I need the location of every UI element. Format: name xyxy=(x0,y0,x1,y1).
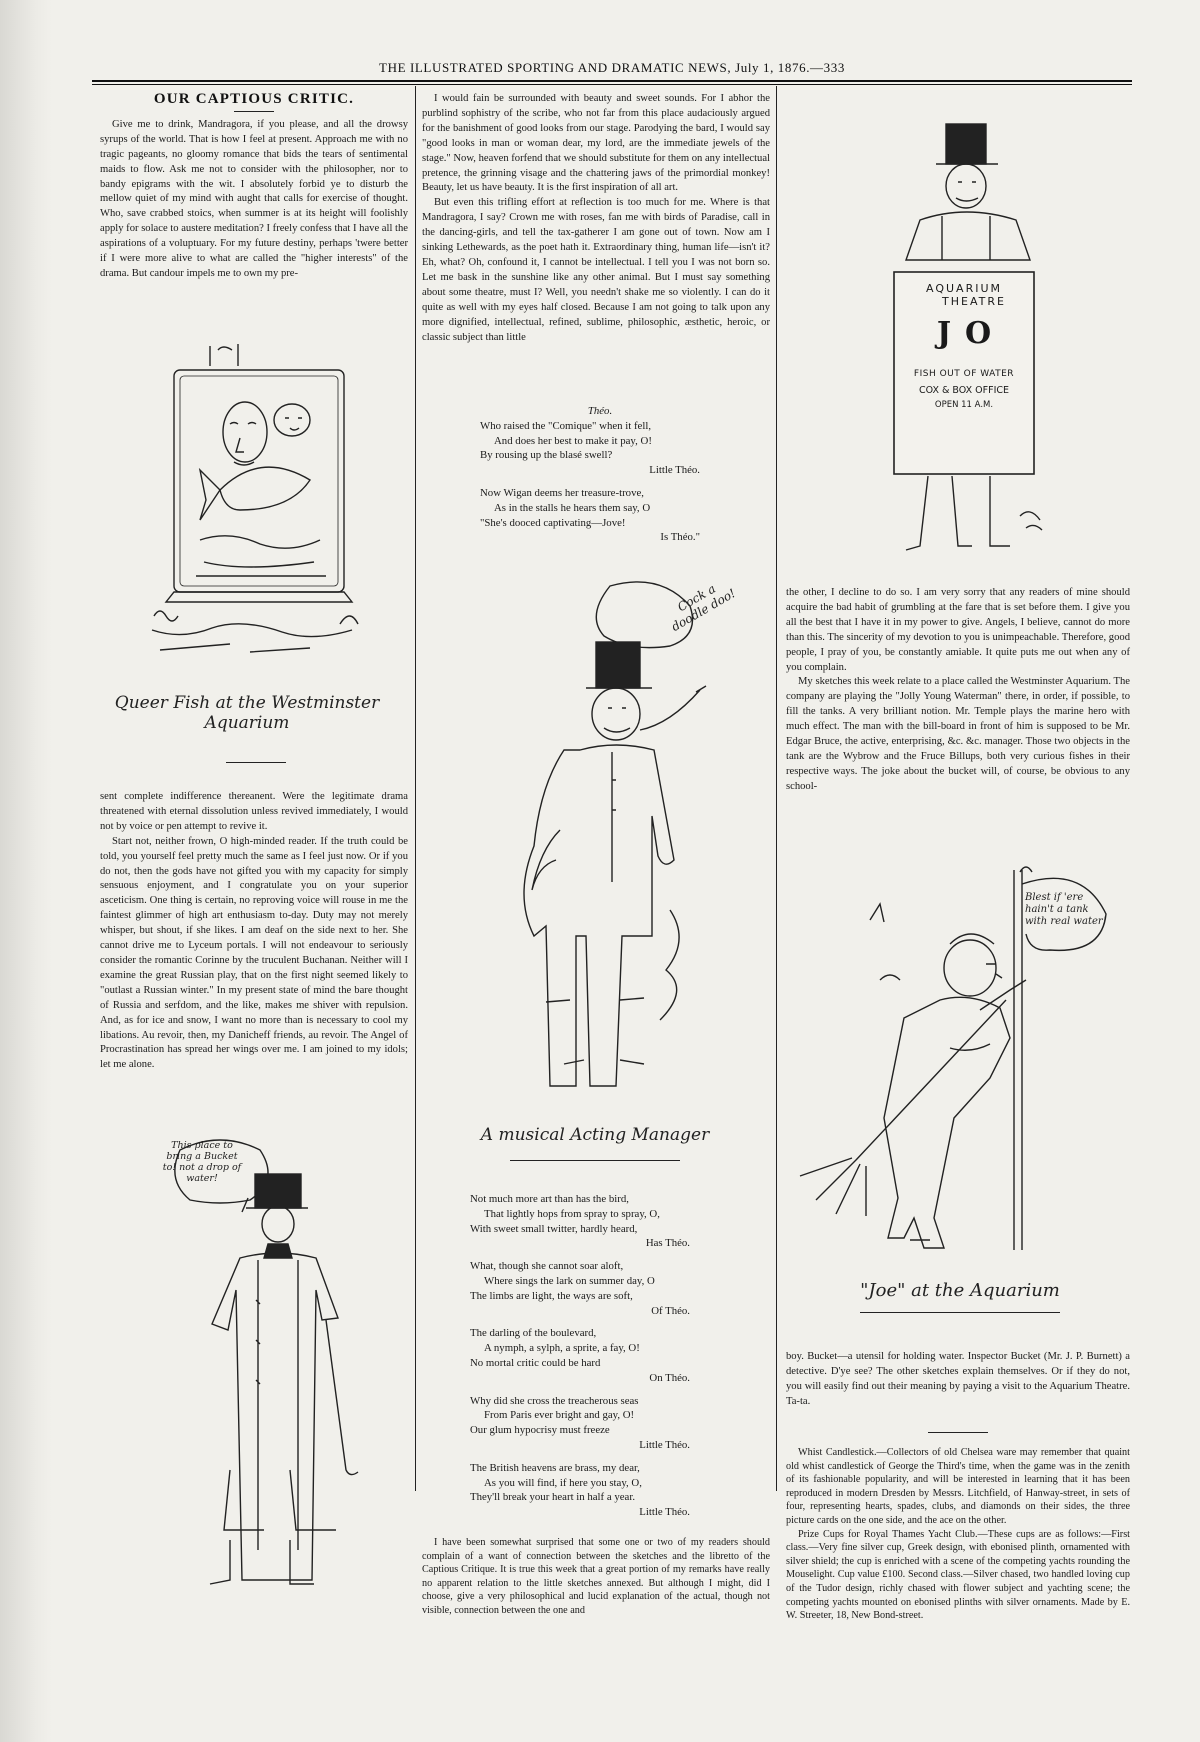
paragraph: Give me to drink, Mandragora, if you please, and all the drowsy syrups of the world. That is how I feel at present. Approach me with no tragic pageants, no gloomy romance that bids the tears of sentimental maids to flow. Ask me not to consider with the philosopher, nor to bandy epigrams with the wit. I absolutely forbid ye to disturb the mellow quiet of my mind with aught that calls for exercise of thought. Who, save crabbed stoics, when summer is at its height will foolishly apply for solace to austere meditation? I freely confess that I have all the aspirations of a voluptuary. For my future destiny, perhaps 'twere better if I were more alive to what are called the "higher interests" of the drama. But candour impels me to own my pre- xyxy=(100,118,408,279)
poem-line: No mortal critic could be hard xyxy=(470,1356,601,1369)
gentleman-bucket-illustration xyxy=(160,1140,400,1620)
poem-line: Not much more art than has the bird, xyxy=(470,1193,629,1205)
illustration-caption: "Joe" at the Aquarium xyxy=(860,1280,1060,1301)
poem-line: The limbs are light, the ways are soft, xyxy=(470,1289,633,1302)
poem-refrain: Little Théo. xyxy=(649,464,700,477)
article-title: OUR CAPTIOUS CRITIC. xyxy=(153,91,355,107)
paragraph: sent complete indifference thereanent. Were the legitimate drama threatened with eternal dissolution unless revived immediately, I would not by voice or pen attempt to revive it. xyxy=(100,791,408,832)
billboard-line: THEATRE xyxy=(942,295,1006,308)
poem-line: "She's dooced captivating—Jove! xyxy=(480,516,626,529)
column-2-bottom xyxy=(422,1536,770,1618)
poem-refrain: Is Théo." xyxy=(660,531,700,544)
speech-bubble-text: Cock a doodle doo! xyxy=(669,581,738,635)
poem-line: As you will find, if here you stay, O, xyxy=(484,1476,642,1489)
header-rule-thin xyxy=(92,84,1132,85)
paragraph: My sketches this week relate to a place called the Westminster Aquarium. The company are playing the "Jolly Young Waterman" there, in order, if possible, to fill the tanks. A very brilliant notion. Mr. Temple plays the marine hero with much effect. The man with the bill-board in front of him is supposed to be Mr. Edgar Bruce, the active, enterprising, &c. &c. manager. Those two objects in the tank are the Wybrow and the Fruce Billups, both very curious fishes in their respective ways. The joke about the bucket will, of course, be obvious to any school- xyxy=(786,676,1130,792)
illustration-caption: Queer Fish at the Westminster Aquarium xyxy=(114,693,380,733)
poem-refrain: On Théo. xyxy=(649,1371,690,1384)
billboard-text xyxy=(894,282,1034,410)
billboard-line: OPEN 11 A.M. xyxy=(934,400,994,410)
poem-refrain: Of Théo. xyxy=(651,1304,690,1317)
poem-line: Who raised the "Comique" when it fell, xyxy=(480,419,652,432)
poem-line: The darling of the boulevard, xyxy=(470,1327,597,1340)
billboard-line: FISH OUT OF WATER xyxy=(913,369,1015,379)
notice-prize-cups: Prize Cups for Royal Thames Yacht Club.—These cups are as follows:—First class.—Very fine silver cup, Greek design, with ebonised plinth, ornamented with silver shield; the cup is enriched with a scene of the competing yachts rounding the Mouselight. Cup value £100. Second class.—Silver chased, two handled loving cup of the Tudor design, richly chased with flower subject and yachting scene; the competing yachts mounted on ebonised plinths with silver ornaments. Made by E. W. Streeter, 18, New Bond-street. xyxy=(786,1528,1130,1622)
paragraph: Start not, neither frown, O high-minded reader. If the truth could be told, you yourself feel pretty much the same as I feel just now. Or if you do not, then the gods have not gifted you with my capacity for simply sensuous enjoyment, and I congratulate you on your superior asceticism. One thing is certain, no reproving voice will rouse in me the faintest glimmer of high art enthusiasm to-day. Duty may not merely whisper, but shout, if she likes. I am deaf on the side next to her. She cannot drive me to Lyceum portals. I will not endeavour to seriously consider the romantic Corinne by the truculent Buchanan. Neither will I examine the great Russian play, that on the first night seemed likely to "outlast a Russian winter." In my present state of mind the bare thought of Russia and serfdom, and the like, makes me shiver with repulsion. And, as for ice and snow, I want no more than is necessary to cool my libations. Au revoir, then, my Danicheff friends, au revoir. The Angel of Procrastination has spread her wings over me. I am joined to my idols; let me alone. xyxy=(100,835,408,1071)
poem-line: As in the stalls he hears them say, O xyxy=(494,501,651,514)
billboard-line: JO xyxy=(936,316,1006,351)
column-3-top xyxy=(786,586,1130,795)
fish-tank-illustration xyxy=(140,340,380,670)
poem-refrain: Has Théo. xyxy=(645,1237,690,1250)
poem-line: And does her best to make it pay, O! xyxy=(494,434,652,447)
poem-title: Théo. xyxy=(587,405,613,417)
poem-line: A nymph, a sylph, a sprite, a fay, O! xyxy=(484,1342,640,1355)
page-header: THE ILLUSTRATED SPORTING AND DRAMATIC NEWS, July 1, 1876.—333 xyxy=(379,60,845,75)
column-divider-right xyxy=(776,86,777,1491)
poem-line: Our glum hypocrisy must freeze xyxy=(470,1424,610,1437)
illustration-caption: A musical Acting Manager xyxy=(480,1125,710,1145)
paragraph: But even this trifling effort at reflection is too much for me. Where is that Mandragora, I say? Crown me with roses, fan me with birds of Paradise, call in the dancing-girls, and tell the tax-gatherer I am gone out of town. Now am I sinking Lethewards, as the poet hath it. Extraordinary thing, human life—isn't it? Eh, what? Oh, confound it, I cannot be intellectual. I tell you I was not born so. Let me bask in the sunshine like any other animal. But I must say something about some theatre, must I? Well, you needn't shake me so violently. I can do it quite as well with my eyes half closed. Because I am not going to talk upon any more dignified, intellectual, refined, sublime, philosophic, æsthetic, heroic, or classic subject than little xyxy=(422,197,770,343)
column-1-top xyxy=(100,92,408,282)
speech-bubble-text: This place to bring a Bucket to! not a drop of water! xyxy=(162,1140,242,1184)
caption-rule xyxy=(510,1160,680,1161)
speech-bubble-text: Blest if 'ere hain't a tank with real water! xyxy=(1025,892,1107,927)
column-divider-left xyxy=(415,86,416,1491)
caption-rule xyxy=(860,1312,1060,1313)
paragraph: boy. Bucket—a utensil for holding water. Inspector Bucket (Mr. J. P. Burnett) a detective. D'ye see? The other sketches explain themselves. Or if they do not, you will easily find out their meaning by paying a visit to the Aquarium Theatre. Ta-ta. xyxy=(786,1351,1130,1407)
poem-line: With sweet small twitter, hardly heard, xyxy=(470,1222,638,1235)
poem-line: Where sings the lark on summer day, O xyxy=(484,1274,655,1287)
poem-refrain: Little Théo. xyxy=(639,1506,690,1519)
poem-stanza-2 xyxy=(470,1192,730,1520)
column-3-middle xyxy=(786,1350,1130,1410)
section-rule xyxy=(928,1432,988,1433)
poem-line: That lightly hops from spray to spray, O, xyxy=(484,1207,660,1220)
poem-line: What, though she cannot soar aloft, xyxy=(470,1260,624,1273)
billboard-line: COX & BOX OFFICE xyxy=(918,385,1010,396)
manager-top-hat-illustration xyxy=(500,580,740,1100)
paragraph: I would fain be surrounded with beauty and sweet sounds. For I abhor the purblind sophistry of the scribe, who not far from this place audaciously argued for the banishment of good looks from our stage. Parodying the bard, I would say "good looks in man or woman dear, my lord, are the immediate jewels of the stage." Now, heaven forfend that we should substitute for them on any intellectual pretence, the grinning visage and the chattering jaws of the primordial monkey! Beauty, let us have beauty. It is the first inspiration of all art. xyxy=(422,93,770,194)
column-1-bottom xyxy=(100,790,408,1073)
poem-line: They'll break your heart in half a year. xyxy=(470,1491,636,1504)
poem-line: Now Wigan deems her treasure-trove, xyxy=(480,486,644,499)
poem-stanza-1 xyxy=(480,404,740,545)
notice-whist-candlestick: Whist Candlestick.—Collectors of old Chelsea ware may remember that quaint old whist candlestick of George the Third's time, when the game was in the zenith of its fashionable popularity, and will be interested in learning that it has been reproduced in modern Dresden by Messrs. Litchfield, of Hanway-street, in sets of four, representing hearts, spades, clubs, and diamonds on their sides, the three picture cards on the one side, and the ace on the other. xyxy=(786,1447,1130,1526)
paragraph: I have been somewhat surprised that some one or two of my readers should complain of a want of connection between the sketches and the libretto of the Captious Critique. It is true this week that a great portion of my remarks have really no apparent relation to the little sketches annexed. But although I might, did I choose, give a very philosophical and lucid explanation of the actual, though not visible, connection between the one and xyxy=(422,1537,770,1616)
paragraph: the other, I decline to do so. I am very sorry that any readers of mine should acquire the bad habit of grumbling at the fare that is set before them. I give you all the best that I have it in my power to give. Angels, I believe, cannot do more than this. The sincerity of my devotion to you is unimpeachable. Therefore, good people, I pray of you, be constantly amiable. It quite puts me out when any of you complain. xyxy=(786,587,1130,673)
poem-line: Why did she cross the treacherous seas xyxy=(470,1394,639,1407)
column-3-bottom xyxy=(786,1446,1130,1623)
poem-line: By rousing up the blasé swell? xyxy=(480,449,613,462)
poem-line: From Paris ever bright and gay, O! xyxy=(484,1409,635,1422)
page-left-margin xyxy=(0,0,52,1742)
poem-refrain: Little Théo. xyxy=(639,1438,690,1451)
title-rule xyxy=(234,111,274,112)
poem-line: The British heavens are brass, my dear, xyxy=(470,1461,640,1474)
column-2-top xyxy=(422,92,770,345)
billboard-line: AQUARIUM xyxy=(926,282,1002,295)
caption-rule xyxy=(226,762,286,763)
header-rule xyxy=(92,80,1132,82)
